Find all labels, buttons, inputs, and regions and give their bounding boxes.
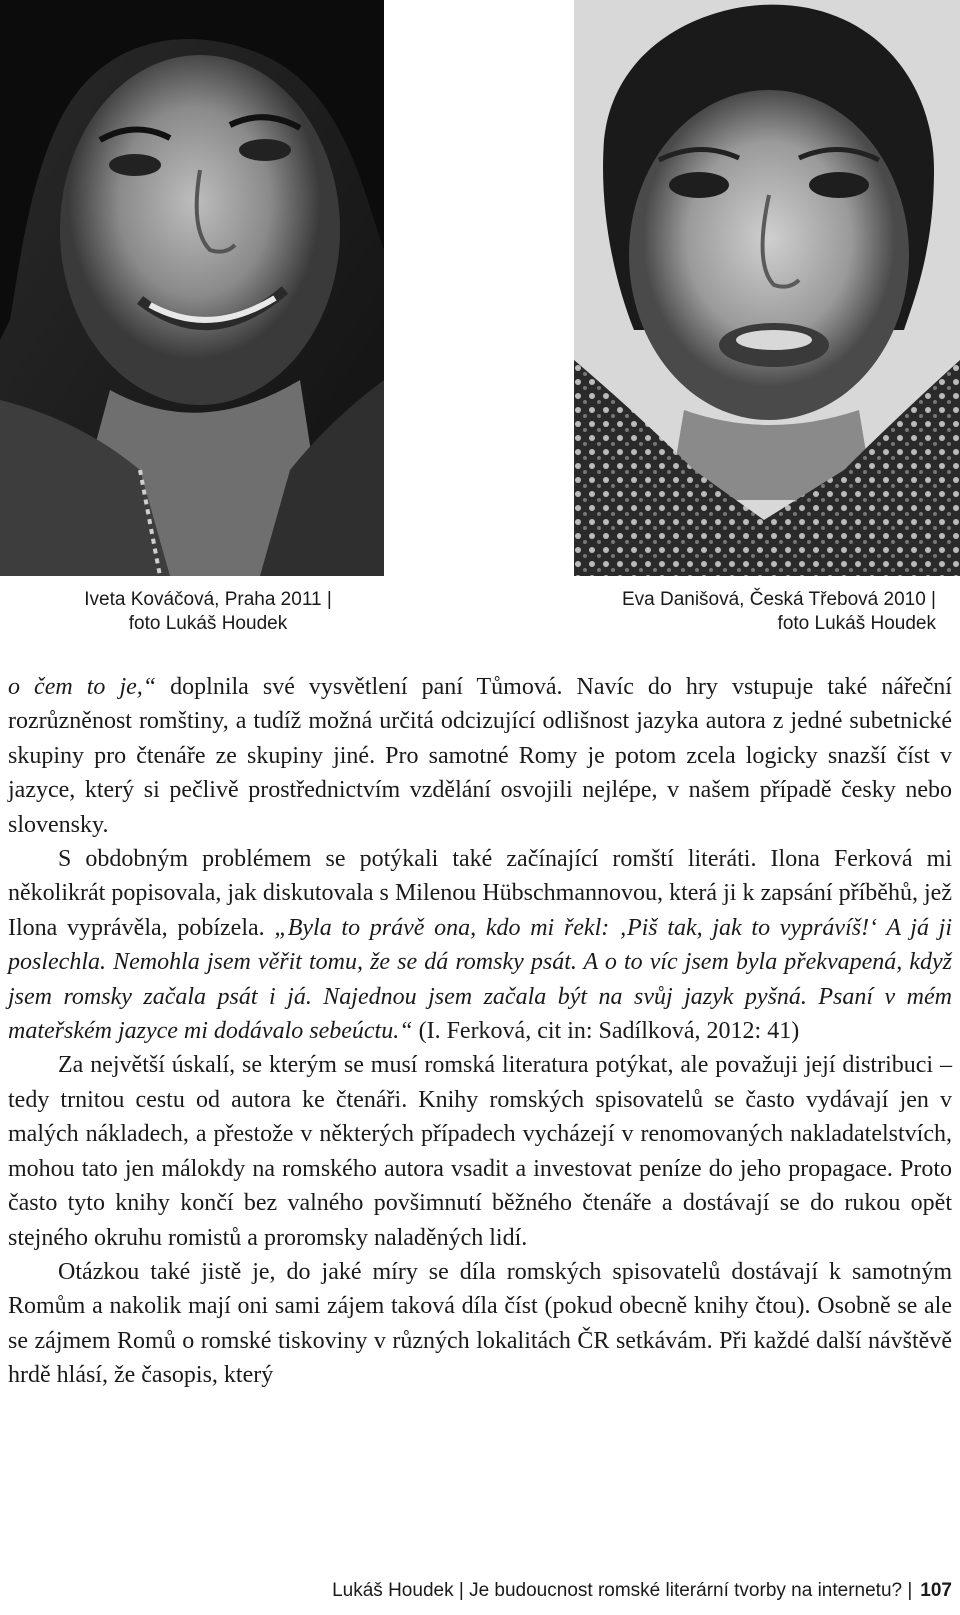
caption-left-line1: Iveta Kováčová, Praha 2011 | [84, 589, 332, 610]
paragraph-2-intro: S obdobným problémem se potýkali také začínající romští literáti. Ilona Ferková mi několikrát popisovala, jak diskutovala s Milenou Hübschmannovou, která ji k zapsání příběhů, jež Ilona vyprávěla, pobízela. [8, 846, 952, 941]
citation: (I. Ferková, cit in: Sadílková, 2012: 41) [412, 1018, 800, 1045]
page-number: 107 [920, 1580, 952, 1601]
caption-right-line1: Eva Danišová, Česká Třebová 2010 | [621, 589, 936, 610]
portrait-image-right [574, 0, 960, 576]
ferkova-quote: „Byla to právě ona, kdo mi řekl: ‚Piš tak, jak to vyprávíš!‘ A já ji poslechla. Nemohla jsem věřit tomu, že se dá romsky psát. A o to víc jsem byla překvapená, když jsem romsky začala psát i já. Najednou jsem začala být na svůj jazyk pyšná. Psaní v mém mateřském jazyce mi dodávalo sebeúctu.“ [8, 914, 952, 1045]
paragraph-3: Za největší úskalí, se kterým se musí romská literatura potýkat, ale považuji její distribuci – tedy trnitou cestu od autora ke čtenáři. Knihy romských spisovatelů se často vydávají jen v malých nákladech, a přestože v některých případech vycházejí v renomovaných nakladatelstvích, mohou tato jen málokdy na romského autora vsadit a investovat peníze do jeho propagace. Proto často tyto knihy končí bez valného povšimnutí běžného čtenáře a dostávají se do rukou opět stejného okruhu romistů a proromsky naladěných lidí. [8, 1052, 952, 1251]
paragraph-1 [8, 670, 952, 842]
running-title: Lukáš Houdek | Je budoucnost romské literární tvorby na internetu? | [332, 1580, 913, 1601]
portrait-photo-left [0, 0, 384, 576]
portrait-photo-right [574, 0, 960, 576]
photo-caption-left [58, 588, 358, 636]
quote-ending: o čem to je,“ [8, 674, 157, 700]
caption-left-line2: foto Lukáš Houdek [128, 613, 288, 634]
paragraph-1-text: doplnila své vysvětlení paní Tůmová. Navíc do hry vstupuje také nářeční rozrůzněnost romštiny, a tudíž možná určitá odcizující odlišnost jazyka autora z jedné subetnické skupiny pro čtenáře ze skupiny jiné. Pro samotné Romy je potom zcela logicky snazší číst v jazyce, který si pečlivě prostřednictvím vzdělání osvojili nejlépe, v našem případě česky nebo slovensky. [8, 674, 952, 838]
paragraph-2 [8, 842, 952, 1048]
paragraph-4: Otázkou také jistě je, do jaké míry se díla romských spisovatelů dostávají k samotným Romům a nakolik mají oni sami zájem taková díla číst (pokud obecně knihy čtou). Osobně se ale se zájmem Romů o romské tiskoviny v různých lokalitách ČR setkávám. Při každé další návštěvě hrdě hlásí, že časopis, který [8, 1258, 952, 1389]
portrait-image-left [0, 0, 384, 576]
photo-caption-right [590, 588, 936, 636]
page-footer [332, 1579, 952, 1603]
caption-right-line2: foto Lukáš Houdek [777, 613, 936, 634]
body-text [8, 670, 952, 1393]
